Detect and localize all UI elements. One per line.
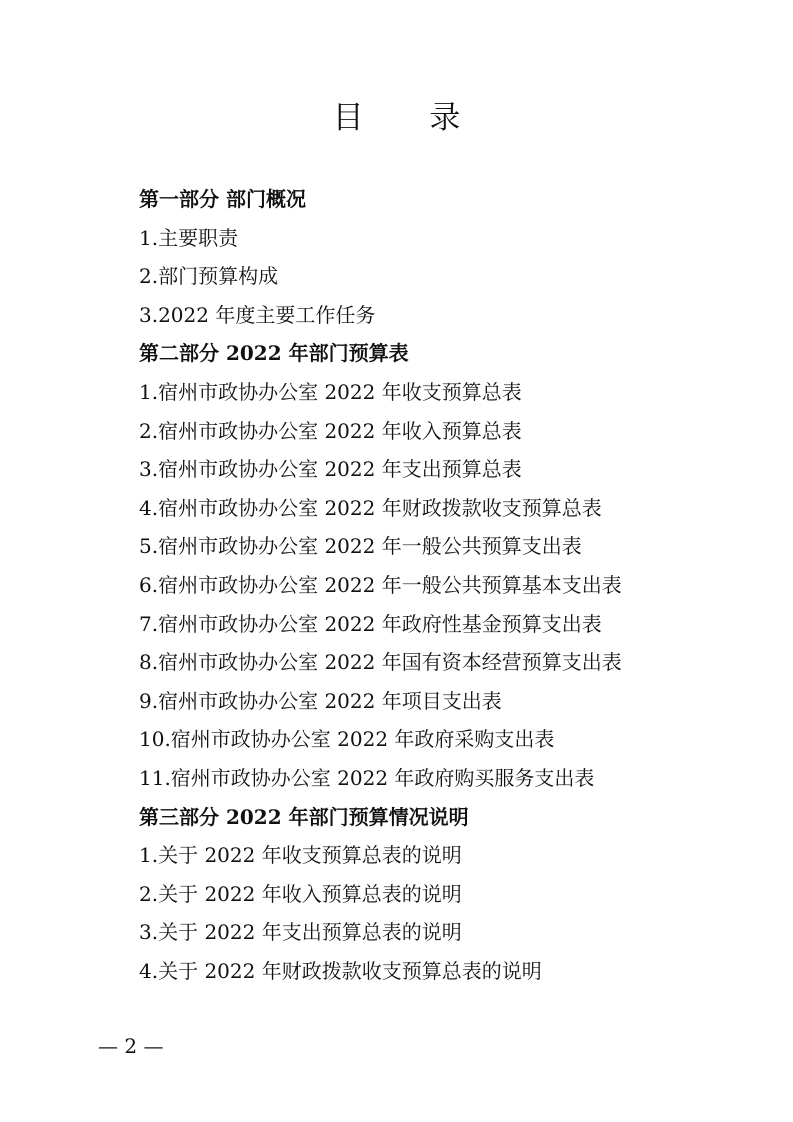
- toc-entry: 7.宿州市政协办公室 2022 年政府性基金预算支出表: [139, 611, 602, 636]
- toc-entry: 3.2022 年度主要工作任务: [139, 302, 376, 327]
- toc-entry: 11.宿州市政协办公室 2022 年政府购买服务支出表: [139, 765, 595, 790]
- toc-entry: 1.主要职责: [139, 225, 239, 250]
- toc-entry: 9.宿州市政协办公室 2022 年项目支出表: [139, 688, 502, 713]
- toc-entry: 4.宿州市政协办公室 2022 年财政拨款收支预算总表: [139, 495, 602, 520]
- page-number: — 2 —: [98, 1034, 164, 1058]
- toc-entry: 6.宿州市政协办公室 2022 年一般公共预算基本支出表: [139, 572, 622, 597]
- toc-section-heading: 第三部分 2022 年部门预算情况说明: [139, 804, 469, 829]
- toc-section-heading: 第一部分 部门概况: [139, 187, 306, 211]
- toc-entry: 1.宿州市政协办公室 2022 年收支预算总表: [139, 379, 522, 404]
- toc-entry: 5.宿州市政协办公室 2022 年一般公共预算支出表: [139, 534, 582, 559]
- toc-section-heading: 第二部分 2022 年部门预算表: [139, 341, 409, 366]
- toc-entry: 2.关于 2022 年收入预算总表的说明: [139, 881, 462, 906]
- toc-entry: 4.关于 2022 年财政拨款收支预算总表的说明: [139, 958, 542, 983]
- page-title: 目 录: [332, 100, 489, 136]
- toc-entry: 2.部门预算构成: [139, 264, 279, 289]
- toc-entry: 3.关于 2022 年支出预算总表的说明: [139, 920, 462, 945]
- toc-entry: 10.宿州市政协办公室 2022 年政府采购支出表: [139, 727, 555, 752]
- toc-entry: 2.宿州市政协办公室 2022 年收入预算总表: [139, 418, 522, 443]
- table-of-contents: [139, 180, 739, 990]
- toc-entry: 8.宿州市政协办公室 2022 年国有资本经营预算支出表: [139, 650, 622, 675]
- toc-entry: 1.关于 2022 年收支预算总表的说明: [139, 843, 462, 868]
- toc-entry: 3.宿州市政协办公室 2022 年支出预算总表: [139, 457, 522, 482]
